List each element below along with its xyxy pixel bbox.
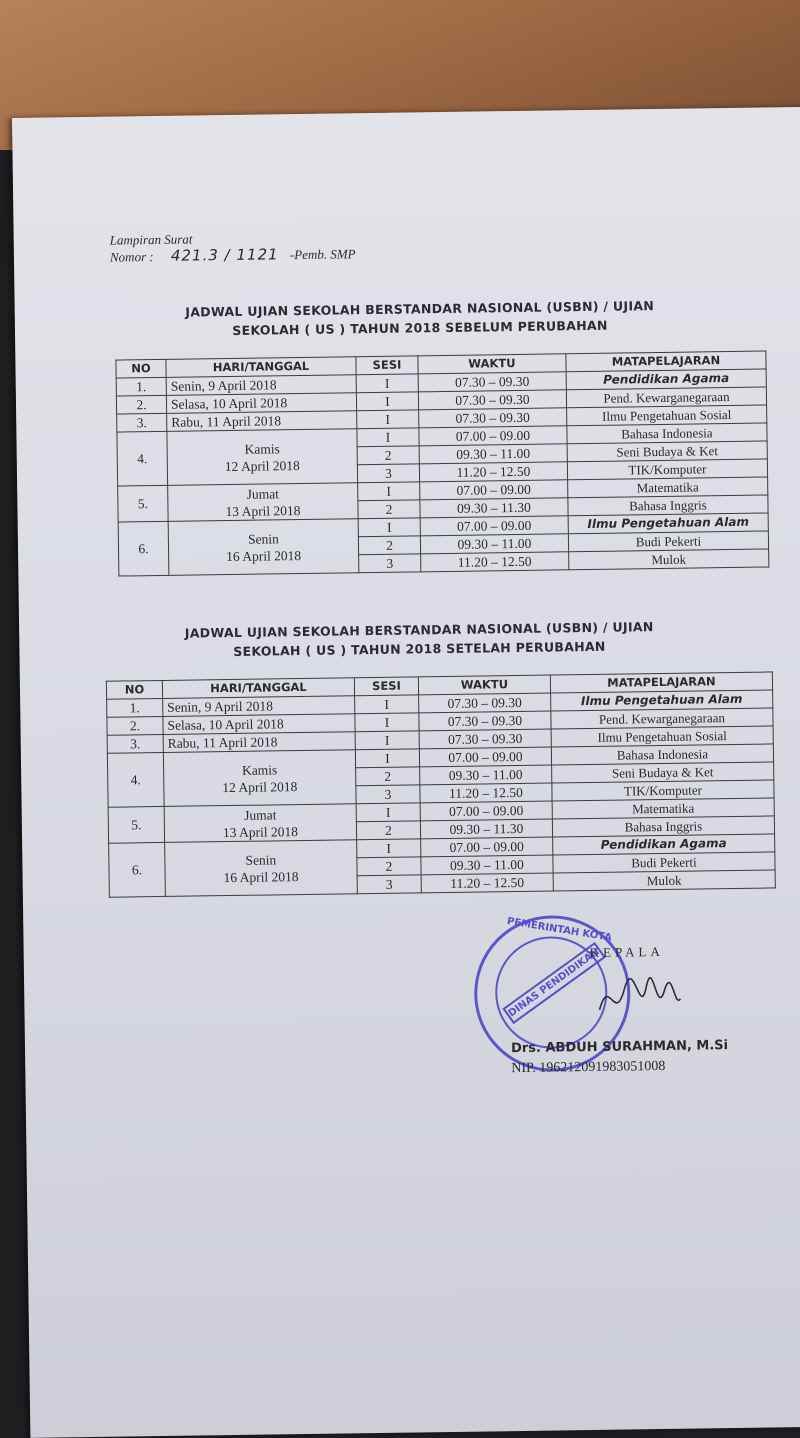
- session-cell: 2: [357, 446, 419, 465]
- session-cell: I: [357, 428, 419, 447]
- row-number: 5.: [108, 806, 164, 843]
- time-cell: 11.20 – 12.50: [421, 873, 553, 893]
- day-date-cell: [164, 804, 356, 843]
- subject-cell: Mulok: [553, 870, 775, 891]
- subject-cell: Pendidikan Agama: [553, 834, 775, 855]
- day-date-line: 12 April 2018: [224, 457, 300, 474]
- day-date-line: Rabu, 11 April 2018: [167, 734, 278, 751]
- subject-cell: Pend. Kewarganegaraan: [566, 387, 766, 408]
- time-cell: 09.30 – 11.30: [420, 819, 552, 839]
- subject-cell: Pend. Kewarganegaraan: [551, 708, 773, 729]
- day-date-line: 13 April 2018: [222, 823, 299, 840]
- day-date-cell: [168, 483, 358, 522]
- day-date-line: Selasa, 10 April 2018: [170, 395, 288, 412]
- session-cell: 2: [357, 857, 421, 876]
- day-date-cell: [163, 750, 356, 807]
- lampiran-label: Lampiran Surat: [109, 231, 193, 248]
- session-cell: I: [355, 749, 419, 768]
- time-cell: 07.00 – 09.00: [420, 480, 568, 500]
- day-date-line: Senin, 9 April 2018: [170, 377, 277, 394]
- nomor-suffix: -Pemb. SMP: [289, 246, 356, 263]
- handwritten-signature: [594, 969, 685, 1030]
- session-cell: I: [356, 803, 420, 822]
- row-number: 3.: [117, 413, 167, 432]
- row-number: 6.: [118, 521, 169, 576]
- column-header: WAKTU: [418, 354, 566, 374]
- day-date-line: Jumat: [244, 806, 277, 823]
- signatory-title: KEPALA: [589, 943, 664, 961]
- time-cell: 11.20 – 12.50: [421, 552, 569, 572]
- day-date-cell: [168, 519, 359, 576]
- session-cell: I: [356, 392, 418, 411]
- time-cell: 07.00 – 09.00: [419, 426, 567, 446]
- day-date-line: 16 April 2018: [223, 868, 299, 885]
- subject-cell: Bahasa Inggris: [552, 816, 774, 837]
- day-date-line: Senin, 9 April 2018: [167, 698, 274, 715]
- time-cell: 07.30 – 09.30: [418, 372, 566, 392]
- time-cell: 07.30 – 09.30: [419, 693, 551, 713]
- nomor-handwritten-value: 421.3 / 1121: [170, 245, 279, 265]
- stamp-ring-text: PEMERINTAH KOTA: [506, 916, 613, 944]
- session-cell: 3: [356, 785, 420, 804]
- day-date-line: 13 April 2018: [225, 502, 301, 519]
- subject-cell: Matematika: [568, 477, 768, 498]
- table-2-title-line2: SEKOLAH ( US ) TAHUN 2018 SETELAH PERUBAHAN: [233, 638, 606, 659]
- schedule-table-before: [115, 350, 769, 576]
- column-header: HARI/TANGGAL: [162, 678, 354, 699]
- table-2-title-line1: JADWAL UJIAN SEKOLAH BERSTANDAR NASIONAL (USBN) / UJIAN: [184, 619, 654, 641]
- column-header: NO: [106, 680, 162, 699]
- session-cell: I: [357, 410, 419, 429]
- subject-cell: Matematika: [552, 798, 774, 819]
- time-cell: 07.30 – 09.30: [418, 390, 566, 410]
- subject-cell: Bahasa Inggris: [568, 495, 768, 516]
- subject-cell: Seni Budaya & Ket: [567, 441, 767, 462]
- subject-cell: Budi Pekerti: [553, 852, 775, 873]
- stamp-center-text: DINAS PENDIDIKAN: [502, 942, 606, 1024]
- day-date-line: Senin: [245, 851, 277, 868]
- session-cell: I: [355, 713, 419, 732]
- subject-cell: TIK/Komputer: [567, 459, 767, 480]
- column-header: NO: [116, 359, 166, 378]
- time-cell: 09.30 – 11.00: [421, 855, 553, 875]
- column-header: SESI: [354, 677, 418, 696]
- time-cell: 09.30 – 11.00: [420, 765, 552, 785]
- column-header: MATAPELAJARAN: [550, 672, 772, 693]
- time-cell: 07.30 – 09.30: [419, 408, 567, 428]
- subject-cell: Budi Pekerti: [568, 531, 768, 552]
- session-cell: 3: [359, 554, 421, 573]
- subject-cell: Seni Budaya & Ket: [552, 762, 774, 783]
- subject-cell: Bahasa Indonesia: [567, 423, 767, 444]
- session-cell: I: [358, 482, 420, 501]
- session-cell: 2: [358, 536, 420, 555]
- table-1-title-line2: SEKOLAH ( US ) TAHUN 2018 SEBELUM PERUBAHAN: [232, 317, 608, 338]
- nomor-label: Nomor :: [109, 249, 154, 265]
- subject-cell: Ilmu Pengetahuan Alam: [568, 513, 768, 534]
- day-date-line: Selasa, 10 April 2018: [167, 716, 284, 733]
- day-date-line: 12 April 2018: [222, 778, 298, 795]
- day-date-line: Kamis: [244, 440, 280, 457]
- row-number: 6.: [109, 842, 166, 897]
- nomor-line: [110, 245, 356, 265]
- column-header: SESI: [356, 356, 418, 375]
- subject-cell: Mulok: [569, 549, 769, 570]
- subject-cell: TIK/Komputer: [552, 780, 774, 801]
- row-number: 4.: [107, 752, 164, 807]
- day-date-cell: [167, 429, 358, 486]
- subject-cell: Pendidikan Agama: [566, 369, 766, 390]
- column-header: WAKTU: [418, 675, 550, 695]
- time-cell: 07.00 – 09.00: [420, 516, 568, 536]
- session-cell: I: [358, 518, 420, 537]
- row-number: 4.: [117, 431, 168, 486]
- signatory-nip: NIP. 196212091983051008: [511, 1058, 666, 1077]
- subject-cell: Ilmu Pengetahuan Sosial: [567, 405, 767, 426]
- row-number: 5.: [118, 485, 168, 522]
- time-cell: 11.20 – 12.50: [419, 462, 567, 482]
- session-cell: 2: [358, 500, 420, 519]
- table-2-title: [139, 616, 699, 662]
- row-number: 1.: [107, 698, 163, 717]
- subject-cell: Ilmu Pengetahuan Sosial: [551, 726, 773, 747]
- session-cell: I: [355, 695, 419, 714]
- time-cell: 09.30 – 11.00: [420, 534, 568, 554]
- day-date-cell: [165, 840, 358, 897]
- day-date-line: Jumat: [246, 485, 279, 502]
- document-page: [12, 107, 800, 1438]
- day-date-line: Kamis: [241, 761, 278, 778]
- session-cell: I: [356, 374, 418, 393]
- time-cell: 07.30 – 09.30: [419, 711, 551, 731]
- table-1-title-line1: JADWAL UJIAN SEKOLAH BERSTANDAR NASIONAL (USBN) / UJIAN: [185, 298, 655, 320]
- time-cell: 07.00 – 09.00: [419, 747, 551, 767]
- time-cell: 09.30 – 11.00: [419, 444, 567, 464]
- row-number: 3.: [107, 734, 163, 753]
- signatory-name: Drs. ABDUH SURAHMAN, M.Si: [510, 1038, 729, 1057]
- subject-cell: Bahasa Indonesia: [551, 744, 773, 765]
- table-1-title: [140, 295, 700, 341]
- time-cell: 07.00 – 09.00: [421, 837, 553, 857]
- time-cell: 09.30 – 11.30: [420, 498, 568, 518]
- day-date-line: 16 April 2018: [226, 547, 302, 564]
- session-cell: I: [355, 731, 419, 750]
- session-cell: I: [357, 839, 421, 858]
- day-date-line: Rabu, 11 April 2018: [171, 413, 282, 430]
- time-cell: 07.30 – 09.30: [419, 729, 551, 749]
- column-header: HARI/TANGGAL: [166, 357, 356, 378]
- session-cell: 2: [356, 767, 420, 786]
- letter-reference: [110, 229, 356, 265]
- row-number: 2.: [116, 395, 166, 414]
- time-cell: 07.00 – 09.00: [420, 801, 552, 821]
- row-number: 2.: [107, 716, 163, 735]
- row-number: 1.: [116, 377, 166, 396]
- subject-cell: Ilmu Pengetahuan Alam: [551, 690, 773, 711]
- column-header: MATAPELAJARAN: [566, 351, 766, 372]
- session-cell: 2: [356, 821, 420, 840]
- session-cell: 3: [357, 464, 419, 483]
- schedule-table-after: [106, 671, 776, 897]
- time-cell: 11.20 – 12.50: [420, 783, 552, 803]
- day-date-line: Senin: [247, 530, 279, 547]
- session-cell: 3: [357, 875, 421, 894]
